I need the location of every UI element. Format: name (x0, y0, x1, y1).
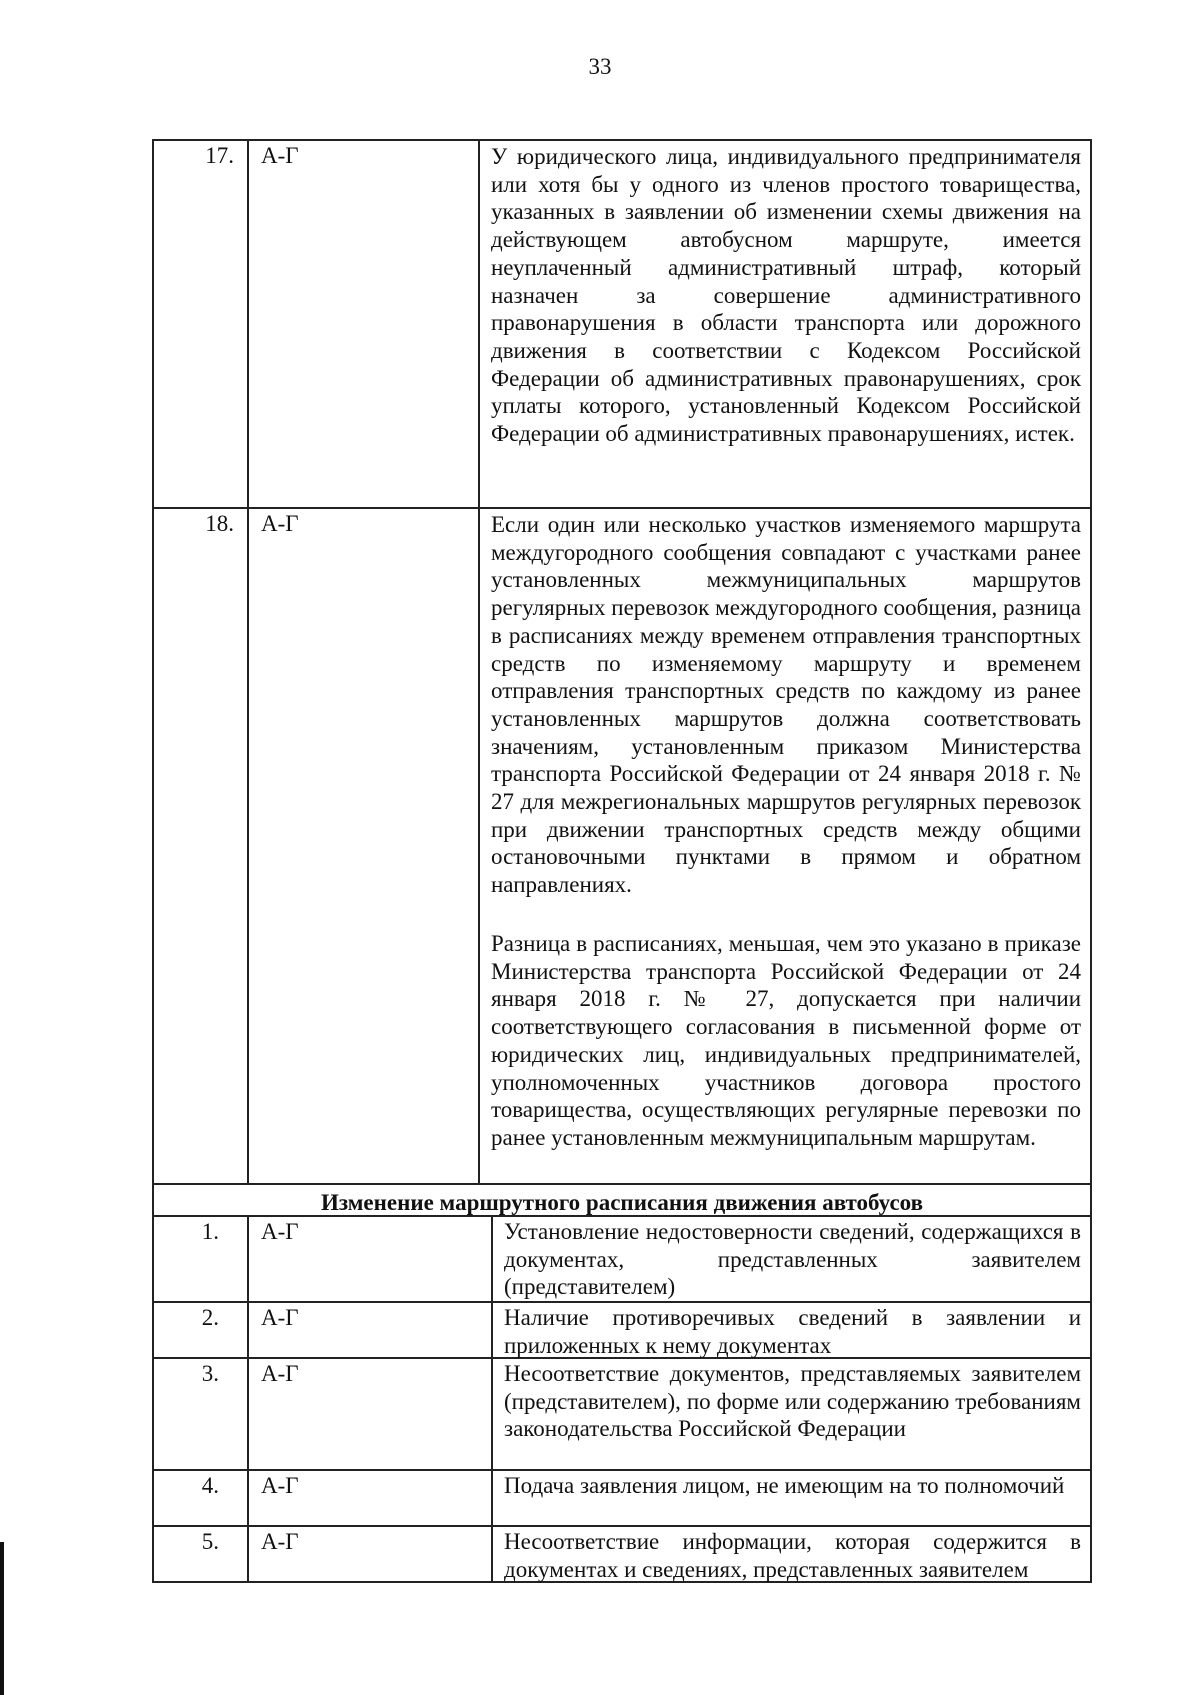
row-code: А-Г (261, 1219, 299, 1244)
row-number: 5. (201, 1529, 219, 1554)
row-code: А-Г (261, 143, 299, 168)
row-number: 3. (201, 1361, 219, 1386)
row-code: А-Г (261, 1305, 299, 1330)
column-divider (247, 139, 249, 1185)
row-text: Наличие противоречивых сведений в заявлении и приложенных к нему документах (504, 1305, 1081, 1358)
row-text: Если один или несколько участков изменяемого маршрута междугородного сообщения совпадают с участками ранее установленных межмуниципальных маршрутов регулярных перевозок междугородного сообщения, разница в расписаниях между временем отправления транспортных средств по изменяемому маршруту и временем отправления транспортных средств по каждому из ранее установленных маршрутов должна соответствовать значениям, установленным приказом Министерства транспорта Российской Федерации от 24 января 2018 г. № 27 для межрегиональных маршрутов регулярных перевозок при движении транспортных средств между общими остановочными пунктами в прямом и обратном направлениях. (491, 512, 1081, 898)
section-title: Изменение маршрутного расписания движения автобусов (320, 1190, 924, 1215)
row-code: А-Г (261, 1529, 299, 1554)
row-divider (152, 1525, 1092, 1527)
row-number: 18. (205, 511, 234, 536)
row-code: А-Г (261, 511, 299, 536)
row-number: 4. (201, 1473, 219, 1498)
row-text-paragraph-2: Разница в расписаниях, меньшая, чем это указано в приказе Министерства транспорта Российской Федерации от 24 января 2018 г. № 27, допускается при наличии соответствующего согласования в письменной форме от юридических лиц, индивидуальных предпринимателей, уполномоченных участников договора простого товарищества, осуществляющих регулярные перевозки по ранее установленным межмуниципальным маршрутам. (491, 931, 1081, 1150)
column-divider (247, 1215, 249, 1583)
row-number: 1. (201, 1219, 219, 1244)
table-border-right (1090, 139, 1092, 1583)
row-code: А-Г (261, 1473, 299, 1498)
row-text: Несоответствие документов, представляемых заявителем (представителем), по форме или содержанию требованиям законодательства Российской Федерации (504, 1361, 1081, 1442)
column-divider (491, 1215, 493, 1583)
row-code: А-Г (261, 1361, 299, 1386)
table-border-top (152, 139, 1092, 141)
row-number: 17. (205, 143, 234, 168)
row-number: 2. (201, 1305, 219, 1330)
row-text: У юридического лица, индивидуального предпринимателя или хотя бы у одного из членов простого товарищества, указанных в заявлении об изменении схемы движения на действующем автобусном маршруте, имеется неуплаченный административный штраф, который назначен за совершение административного правонарушения в области транспорта или дорожного движения в соответствии с Кодексом Российской Федерации об административных правонарушениях, срок уплаты которого, установленный Кодексом Российской Федерации об административных правонарушениях, истек. (491, 144, 1081, 447)
row-text: Установление недостоверности сведений, содержащихся в документах, представленных заявителем (представителем) (504, 1219, 1081, 1300)
row-divider (152, 1183, 1092, 1185)
page-number: 33 (588, 54, 612, 79)
row-divider (152, 1301, 1092, 1303)
row-text: Несоответствие информации, которая содержится в документах и сведениях, представленных заявителем (504, 1529, 1081, 1582)
row-divider (152, 1469, 1092, 1471)
row-text: Подача заявления лицом, не имеющим на то полномочий (504, 1473, 1065, 1498)
scan-edge-mark (0, 1542, 4, 1695)
row-divider (152, 507, 1092, 509)
column-divider (478, 139, 480, 1185)
